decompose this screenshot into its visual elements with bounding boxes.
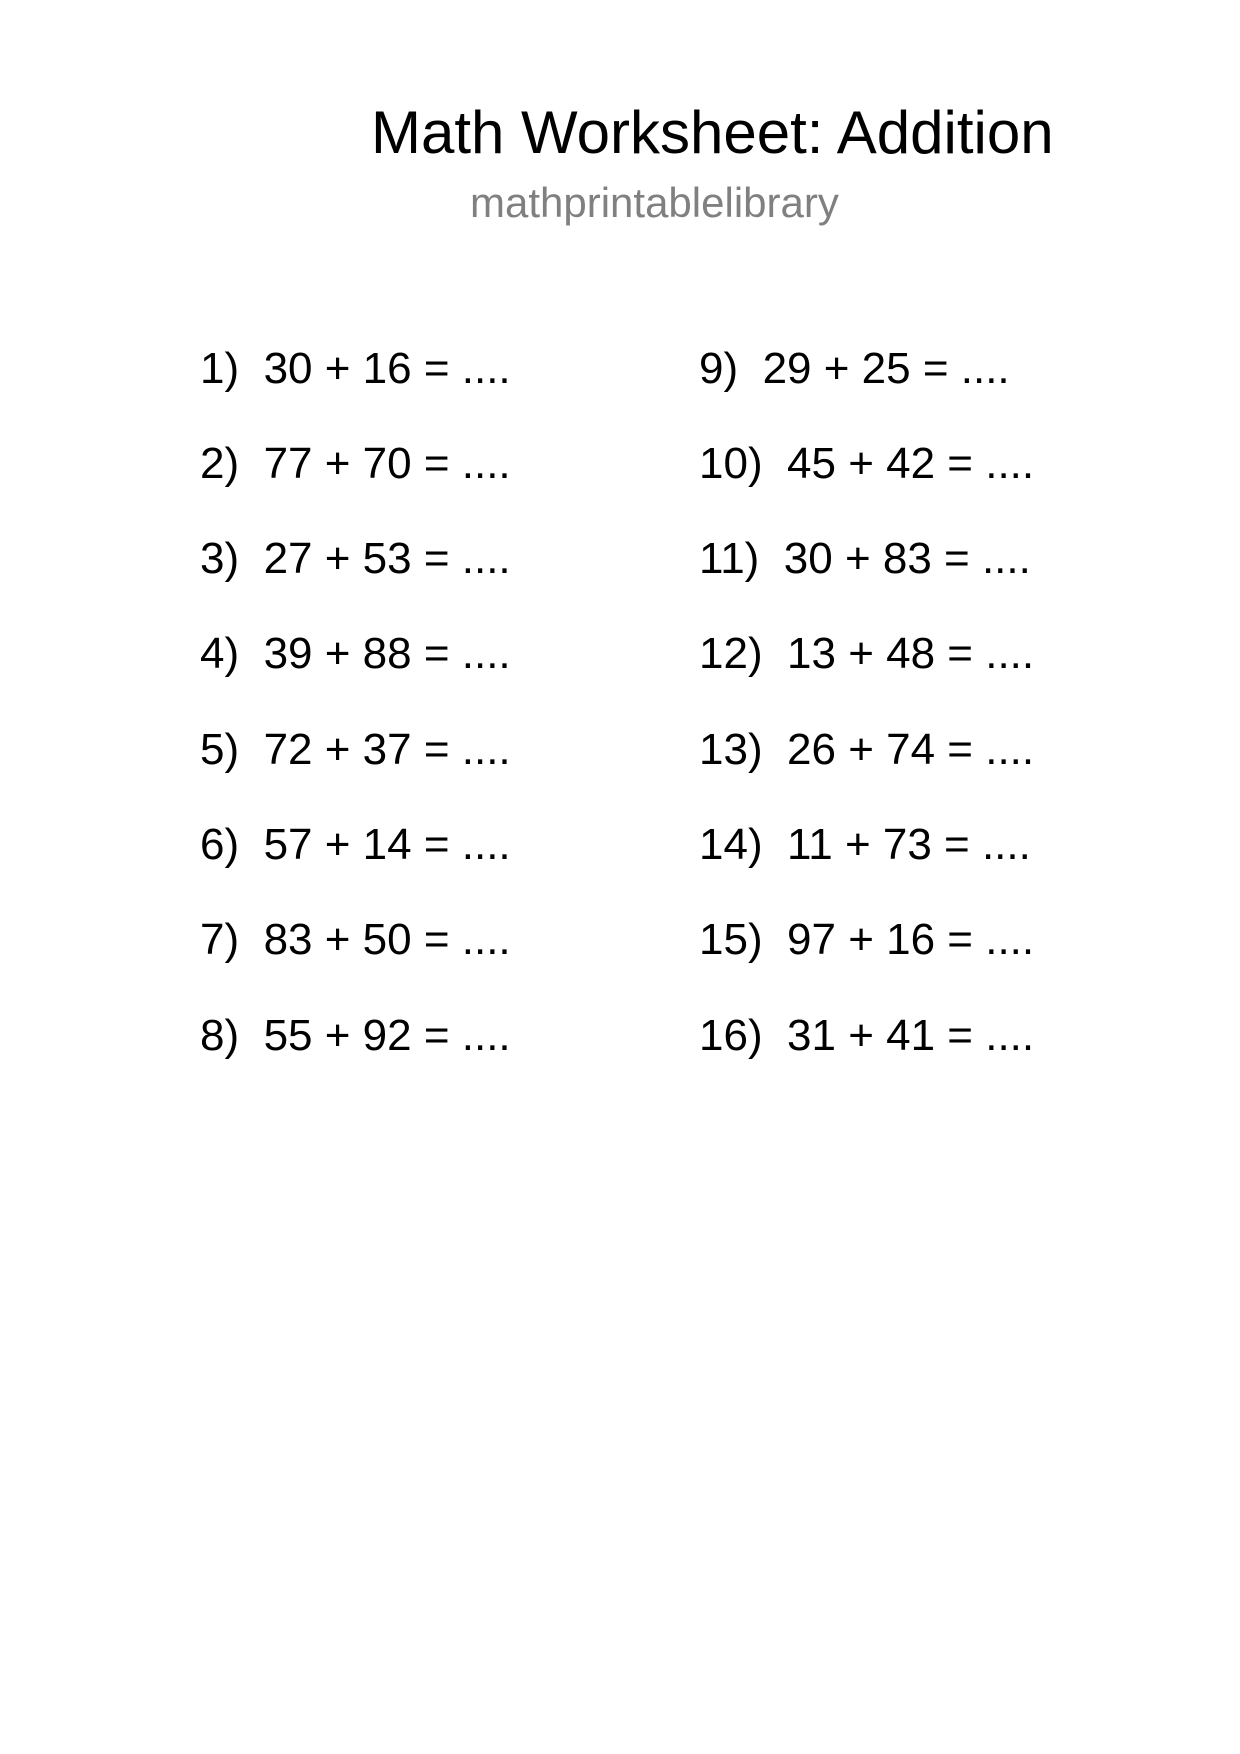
problem-12: 12) 13 + 48 = .... bbox=[699, 629, 1035, 678]
problem-7: 7) 83 + 50 = .... bbox=[200, 915, 511, 964]
problem-11: 11) 30 + 83 = .... bbox=[699, 534, 1031, 583]
problem-6: 6) 57 + 14 = .... bbox=[200, 820, 511, 869]
problem-16: 16) 31 + 41 = .... bbox=[699, 1011, 1035, 1060]
worksheet-title: Math Worksheet: Addition bbox=[371, 99, 1054, 166]
problem-3: 3) 27 + 53 = .... bbox=[200, 534, 511, 583]
problem-8: 8) 55 + 92 = .... bbox=[200, 1011, 511, 1060]
problem-4: 4) 39 + 88 = .... bbox=[200, 629, 511, 678]
problem-13: 13) 26 + 74 = .... bbox=[699, 725, 1035, 774]
problem-10: 10) 45 + 42 = .... bbox=[699, 439, 1035, 488]
problem-14: 14) 11 + 73 = .... bbox=[699, 820, 1031, 869]
problem-1: 1) 30 + 16 = .... bbox=[200, 344, 511, 393]
problem-2: 2) 77 + 70 = .... bbox=[200, 439, 511, 488]
problem-9: 9) 29 + 25 = .... bbox=[699, 344, 1010, 393]
problem-5: 5) 72 + 37 = .... bbox=[200, 725, 511, 774]
worksheet-source: mathprintablelibrary bbox=[470, 179, 839, 226]
problem-15: 15) 97 + 16 = .... bbox=[699, 915, 1035, 964]
